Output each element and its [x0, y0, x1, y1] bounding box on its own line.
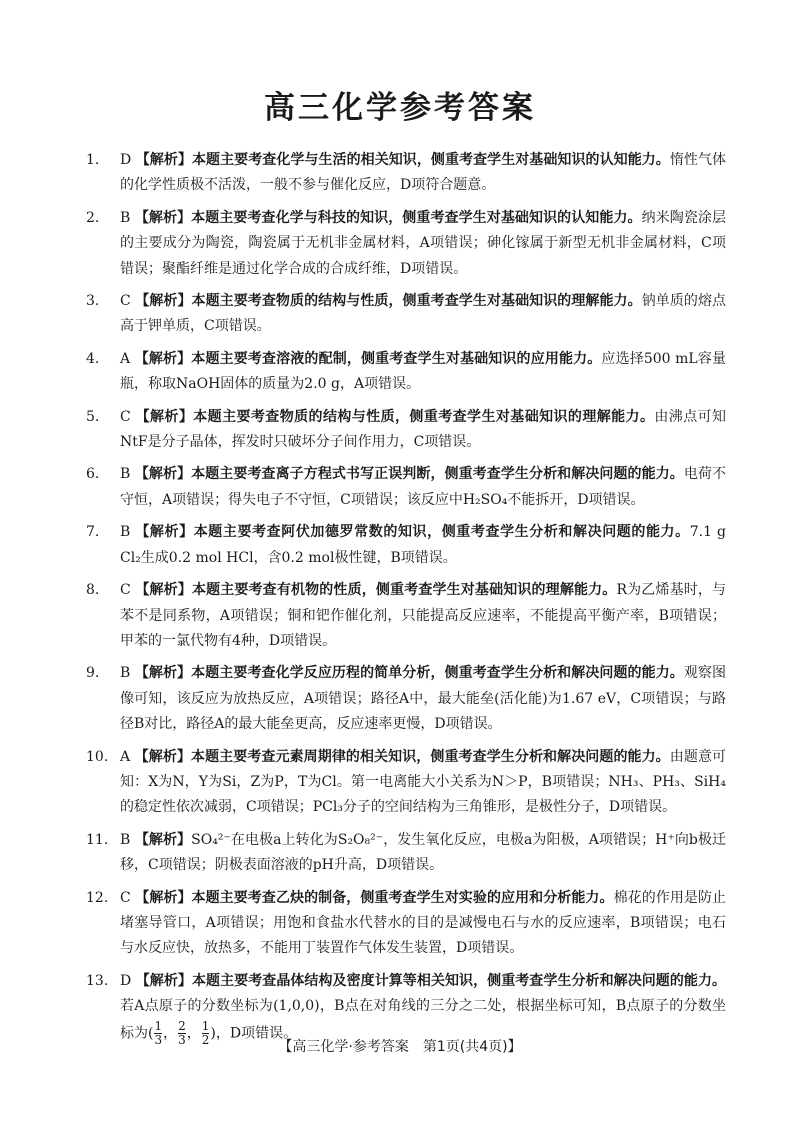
analysis-tag: 【解析】 [134, 209, 192, 226]
item-number: 8. [86, 582, 100, 599]
analysis-tag: 【解析】 [135, 152, 192, 168]
analysis-tag: 【解析】 [135, 524, 194, 541]
item-answer: B [120, 209, 131, 226]
answer-item-10 [86, 745, 726, 821]
item-summary: 本题主要考查化学反应历程的简单分析，侧重考查学生分析和解决问题的能力。 [191, 665, 684, 682]
coordinate-separator: ， [186, 1025, 201, 1042]
item-number: 1. [86, 152, 100, 168]
item-number: 12. [86, 889, 109, 906]
item-summary: 本题主要考查晶体结构及密度计算等相关知识，侧重考查学生分析和解决问题的能力。 [191, 972, 727, 989]
analysis-tag: 【解析】 [135, 582, 192, 599]
fraction-denominator: 3 [178, 1032, 186, 1047]
item-summary: 本题主要考查离子方程式书写正误判断，侧重考查学生分析和解决问题的能力。 [191, 466, 684, 483]
item-number: 11. [86, 831, 109, 848]
answer-item-3 [86, 289, 726, 340]
analysis-tag: 【解析】 [135, 293, 192, 310]
item-detail: 由题意可知：X为N，Y为Si，Z为P，T为Cl。第一电离能大小关系为N＞P，B项错误；NH₃、PH₃、SiH₄的稳定性依次减弱，C项错误；PCl₃分子的空间结构为三角锥形，是极性分子，D项错误。 [120, 748, 727, 816]
analysis-tag: 【解析】 [134, 466, 192, 483]
answer-list [86, 148, 726, 1054]
item-answer: C [120, 582, 131, 599]
answer-item-12 [86, 886, 726, 962]
item-detail: 惰性气体的化学性质极不活泼，一般不参与催化反应，D项符合题意。 [120, 152, 727, 194]
item-detail: 钠单质的熔点高于钾单质，C项错误。 [120, 293, 727, 335]
analysis-tag: 【解析】 [135, 889, 192, 906]
item-answer: D [120, 972, 132, 989]
item-detail: 纳米陶瓷涂层的主要成分为陶瓷，陶瓷属于无机非金属材料，A项错误；砷化镓属于新型无机非金属材料，C项错误；聚酯纤维是通过化学合成的合成纤维，D项错误。 [120, 209, 727, 277]
item-answer: A [120, 748, 131, 765]
answer-item-2 [86, 206, 726, 282]
item-number: 13. [86, 972, 109, 989]
fraction-denominator: 2 [201, 1032, 210, 1047]
item-summary: 本题主要考查有机物的性质，侧重考查学生对基础知识的理解能力。 [191, 582, 617, 599]
item-summary: 本题主要考查物质的结构与性质，侧重考查学生对基础知识的理解能力。 [193, 408, 655, 425]
item-detail: 由沸点可知NtF是分子晶体，挥发时只破坏分子间作用力，C项错误。 [120, 408, 727, 451]
answer-item-9 [86, 661, 726, 737]
page-title: 高三化学参考答案 [264, 90, 536, 126]
analysis-tag: 【解析】 [134, 665, 192, 682]
item-detail: R为乙烯基时，与苯不是同系物，A项错误；铜和钯作催化剂，只能提高反应速率，不能提高平衡产率，B项错误；甲苯的一氯代物有4种，D项错误。 [120, 582, 727, 649]
page-footer: 【高三化学·参考答案 第1页(共4页)】 [278, 1039, 522, 1055]
analysis-tag: 【解析】 [134, 831, 192, 848]
item-summary: 本题主要考查元素周期律的相关知识，侧重考查学生分析和解决问题的能力。 [191, 748, 670, 765]
answer-item-6 [86, 462, 726, 513]
item-detail-end: )，D项错误。 [210, 1025, 298, 1042]
item-number: 10. [86, 748, 109, 765]
fraction-numerator: 2 [178, 1018, 186, 1033]
answer-item-5 [86, 405, 726, 456]
item-detail: SO₄²⁻在电极a上转化为S₂O₈²⁻，发生氧化反应，电极a为阳极，A项错误；H⁺向b极迁移，C项错误；阴极表面溶液的pH升高，D项错误。 [120, 831, 727, 874]
item-answer: D [120, 152, 132, 168]
analysis-tag: 【解析】 [135, 972, 192, 989]
item-answer: C [120, 889, 131, 906]
fraction-denominator: 3 [154, 1032, 163, 1047]
item-summary: 本题主要考查物质的结构与性质，侧重考查学生对基础知识的理解能力。 [191, 293, 642, 310]
item-answer: B [120, 665, 131, 682]
analysis-tag: 【解析】 [135, 408, 194, 425]
analysis-tag: 【解析】 [134, 748, 191, 765]
fraction-numerator: 1 [201, 1018, 210, 1033]
answer-item-8 [86, 578, 726, 654]
item-number: 4. [86, 350, 100, 367]
item-detail: 电荷不守恒，A项错误；得失电子不守恒，C项错误；该反应中H₂SO₄不能拆开，D项错误。 [120, 466, 727, 508]
item-number: 6. [86, 466, 100, 483]
item-answer: A [120, 350, 131, 367]
answer-item-13 [86, 969, 726, 1047]
item-summary: 本题主要考查乙炔的制备，侧重考查学生对实验的应用和分析能力。 [191, 889, 614, 906]
item-summary: 本题主要考查化学与科技的知识，侧重考查学生对基础知识的认知能力。 [191, 209, 642, 226]
item-summary: 本题主要考查化学与生活的相关知识，侧重考查学生对基础知识的认知能力。 [191, 152, 670, 168]
item-summary: 本题主要考查阿伏加德罗常数的知识，侧重考查学生分析和解决问题的能力。 [193, 524, 690, 541]
item-detail: 观察图像可知，该反应为放热反应，A项错误；路径A中，最大能垒(活化能)为1.67 eV，C项错误；与路径B对比，路径A的最大能垒更高，反应速率更慢，D项错误。 [120, 665, 727, 733]
item-answer: C [120, 408, 131, 425]
item-detail: 7.1 g Cl₂生成0.2 mol HCl，含0.2 mol极性键，B项错误。 [120, 524, 727, 566]
coordinate-separator: ， [163, 1025, 178, 1042]
item-answer: B [120, 466, 131, 483]
answer-item-11 [86, 828, 726, 879]
item-number: 2. [86, 209, 100, 226]
item-number: 7. [86, 524, 100, 541]
item-detail: 棉花的作用是防止堵塞导管口，A项错误；用饱和食盐水代替水的目的是减慢电石与水的反应速率，B项错误；电石与水反应快，放热多，不能用丁装置作气体发生装置，D项错误。 [120, 889, 727, 957]
answer-item-1 [86, 148, 726, 199]
item-detail: 若A点原子的分数坐标为(1,0,0)，B点在对角线的三分之二处，根据坐标可知，B点原子的分数坐标为( [120, 998, 726, 1042]
item-answer: C [120, 293, 131, 310]
item-number: 9. [86, 665, 100, 682]
fraction-numerator: 1 [154, 1018, 163, 1033]
answer-item-4 [86, 347, 726, 398]
item-summary: 本题主要考查溶液的配制，侧重考查学生对基础知识的应用能力。 [191, 350, 602, 367]
item-number: 5. [86, 408, 100, 425]
item-answer: B [120, 831, 131, 848]
item-detail: 应选择500 mL容量瓶，称取NaOH固体的质量为2.0 g，A项错误。 [120, 350, 727, 393]
item-answer: B [120, 524, 131, 541]
item-number: 3. [86, 293, 100, 310]
answer-item-7 [86, 520, 726, 571]
analysis-tag: 【解析】 [134, 350, 192, 367]
